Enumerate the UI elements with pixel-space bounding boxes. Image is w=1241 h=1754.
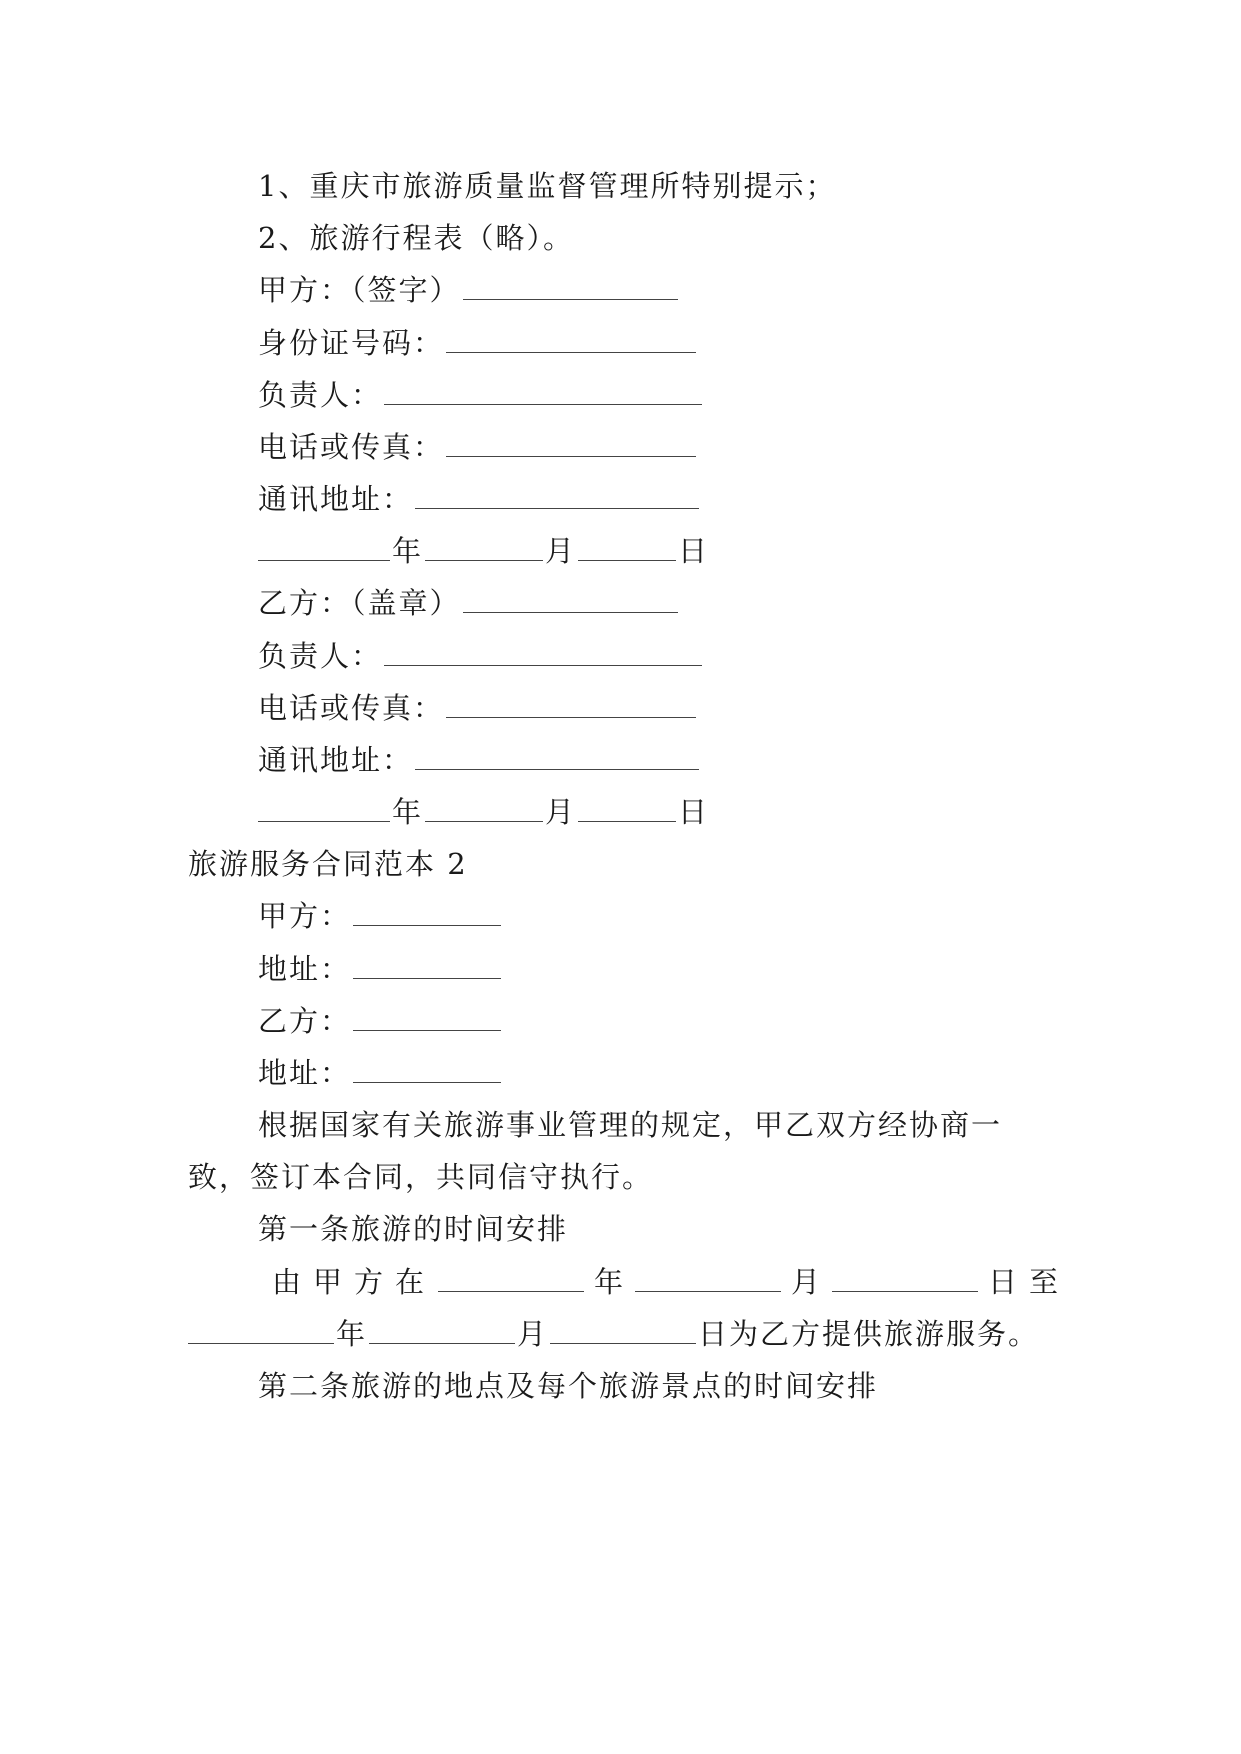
article1-day-to-label: 日至 bbox=[988, 1265, 1071, 1299]
article1-line2 bbox=[188, 1314, 1039, 1354]
party-b-person-row bbox=[258, 636, 704, 676]
party-b-month-label: 月 bbox=[545, 795, 577, 829]
contract2-party-a-address-row bbox=[258, 949, 503, 989]
party-a-year-label: 年 bbox=[392, 534, 424, 568]
party-a-address-row bbox=[258, 479, 701, 519]
attachment-item-1: 1、重庆市旅游质量监督管理所特别提示； bbox=[258, 169, 837, 203]
party-a-address-blank bbox=[415, 482, 699, 509]
party-a-sign-label: 甲方：（签字） bbox=[258, 273, 461, 307]
party-b-address-label: 通讯地址： bbox=[258, 743, 414, 777]
party-a-phone-row bbox=[258, 427, 698, 467]
contract2-party-b-blank bbox=[353, 1004, 501, 1031]
article1-from-label: 由甲方在 bbox=[272, 1265, 437, 1299]
contract2-intro-line2: 致，签订本合同，共同信守执行。 bbox=[188, 1160, 654, 1194]
contract2-party-a-label: 甲方： bbox=[258, 899, 352, 933]
contract2-party-a-blank bbox=[353, 899, 501, 926]
article1-month-label: 月 bbox=[791, 1265, 823, 1299]
article1-month2-blank bbox=[369, 1317, 515, 1344]
article1-month2-label: 月 bbox=[517, 1317, 549, 1351]
article1-year2-blank bbox=[188, 1317, 334, 1344]
party-b-seal-row bbox=[258, 583, 680, 623]
article1-year-label: 年 bbox=[594, 1265, 626, 1299]
party-a-id-label: 身份证号码： bbox=[258, 326, 445, 360]
party-a-phone-blank bbox=[446, 430, 696, 457]
party-b-year-blank bbox=[258, 795, 390, 822]
party-b-phone-row bbox=[258, 688, 698, 728]
article2-title: 第二条旅游的地点及每个旅游景点的时间安排 bbox=[258, 1369, 879, 1403]
party-b-person-blank bbox=[384, 639, 702, 666]
party-a-phone-label: 电话或传真： bbox=[258, 430, 445, 464]
party-b-phone-blank bbox=[446, 691, 696, 718]
contract2-party-b-address-blank bbox=[353, 1056, 501, 1083]
party-a-day-blank bbox=[578, 534, 676, 561]
article1-end-label: 日为乙方提供旅游服务。 bbox=[698, 1317, 1040, 1351]
party-a-day-label: 日 bbox=[678, 534, 710, 568]
contract2-party-a-row bbox=[258, 896, 503, 936]
contract2-title: 旅游服务合同范本 2 bbox=[188, 847, 468, 881]
contract2-party-b-address-label: 地址： bbox=[258, 1056, 352, 1090]
contract2-party-a-address-label: 地址： bbox=[258, 952, 352, 986]
party-b-year-label: 年 bbox=[392, 795, 424, 829]
article1-year-blank bbox=[438, 1265, 584, 1292]
party-b-seal-blank bbox=[463, 586, 678, 613]
article1-day2-blank bbox=[550, 1317, 696, 1344]
party-a-id-row bbox=[258, 323, 698, 363]
party-a-person-blank bbox=[384, 378, 702, 405]
party-a-year-blank bbox=[258, 534, 390, 561]
contract2-party-b-address-row bbox=[258, 1053, 503, 1093]
contract2-intro-line1: 根据国家有关旅游事业管理的规定，甲乙双方经协商一 bbox=[258, 1108, 1003, 1142]
party-b-address-row bbox=[258, 740, 701, 780]
party-a-sign-blank bbox=[463, 273, 678, 300]
party-a-date-row bbox=[258, 531, 709, 571]
contract2-party-b-label: 乙方： bbox=[258, 1004, 352, 1038]
contract2-party-b-row bbox=[258, 1001, 503, 1041]
contract2-party-a-address-blank bbox=[353, 952, 501, 979]
article1-month-blank bbox=[635, 1265, 781, 1292]
party-a-month-blank bbox=[425, 534, 543, 561]
party-b-date-row bbox=[258, 792, 709, 832]
article1-line1 bbox=[272, 1262, 1070, 1302]
article1-year2-label: 年 bbox=[336, 1317, 368, 1351]
attachment-item-2: 2、旅游行程表（略）。 bbox=[258, 221, 574, 255]
party-b-address-blank bbox=[415, 743, 699, 770]
article1-title: 第一条旅游的时间安排 bbox=[258, 1212, 569, 1246]
party-b-seal-label: 乙方：（盖章） bbox=[258, 586, 461, 620]
party-a-person-row bbox=[258, 375, 704, 415]
party-a-sign-row bbox=[258, 270, 680, 310]
party-a-month-label: 月 bbox=[545, 534, 577, 568]
party-b-day-label: 日 bbox=[678, 795, 710, 829]
party-a-person-label: 负责人： bbox=[258, 378, 383, 412]
party-b-person-label: 负责人： bbox=[258, 639, 383, 673]
article1-day-blank bbox=[832, 1265, 978, 1292]
party-a-address-label: 通讯地址： bbox=[258, 482, 414, 516]
party-b-month-blank bbox=[425, 795, 543, 822]
party-a-id-blank bbox=[446, 326, 696, 353]
party-b-phone-label: 电话或传真： bbox=[258, 691, 445, 725]
party-b-day-blank bbox=[578, 795, 676, 822]
